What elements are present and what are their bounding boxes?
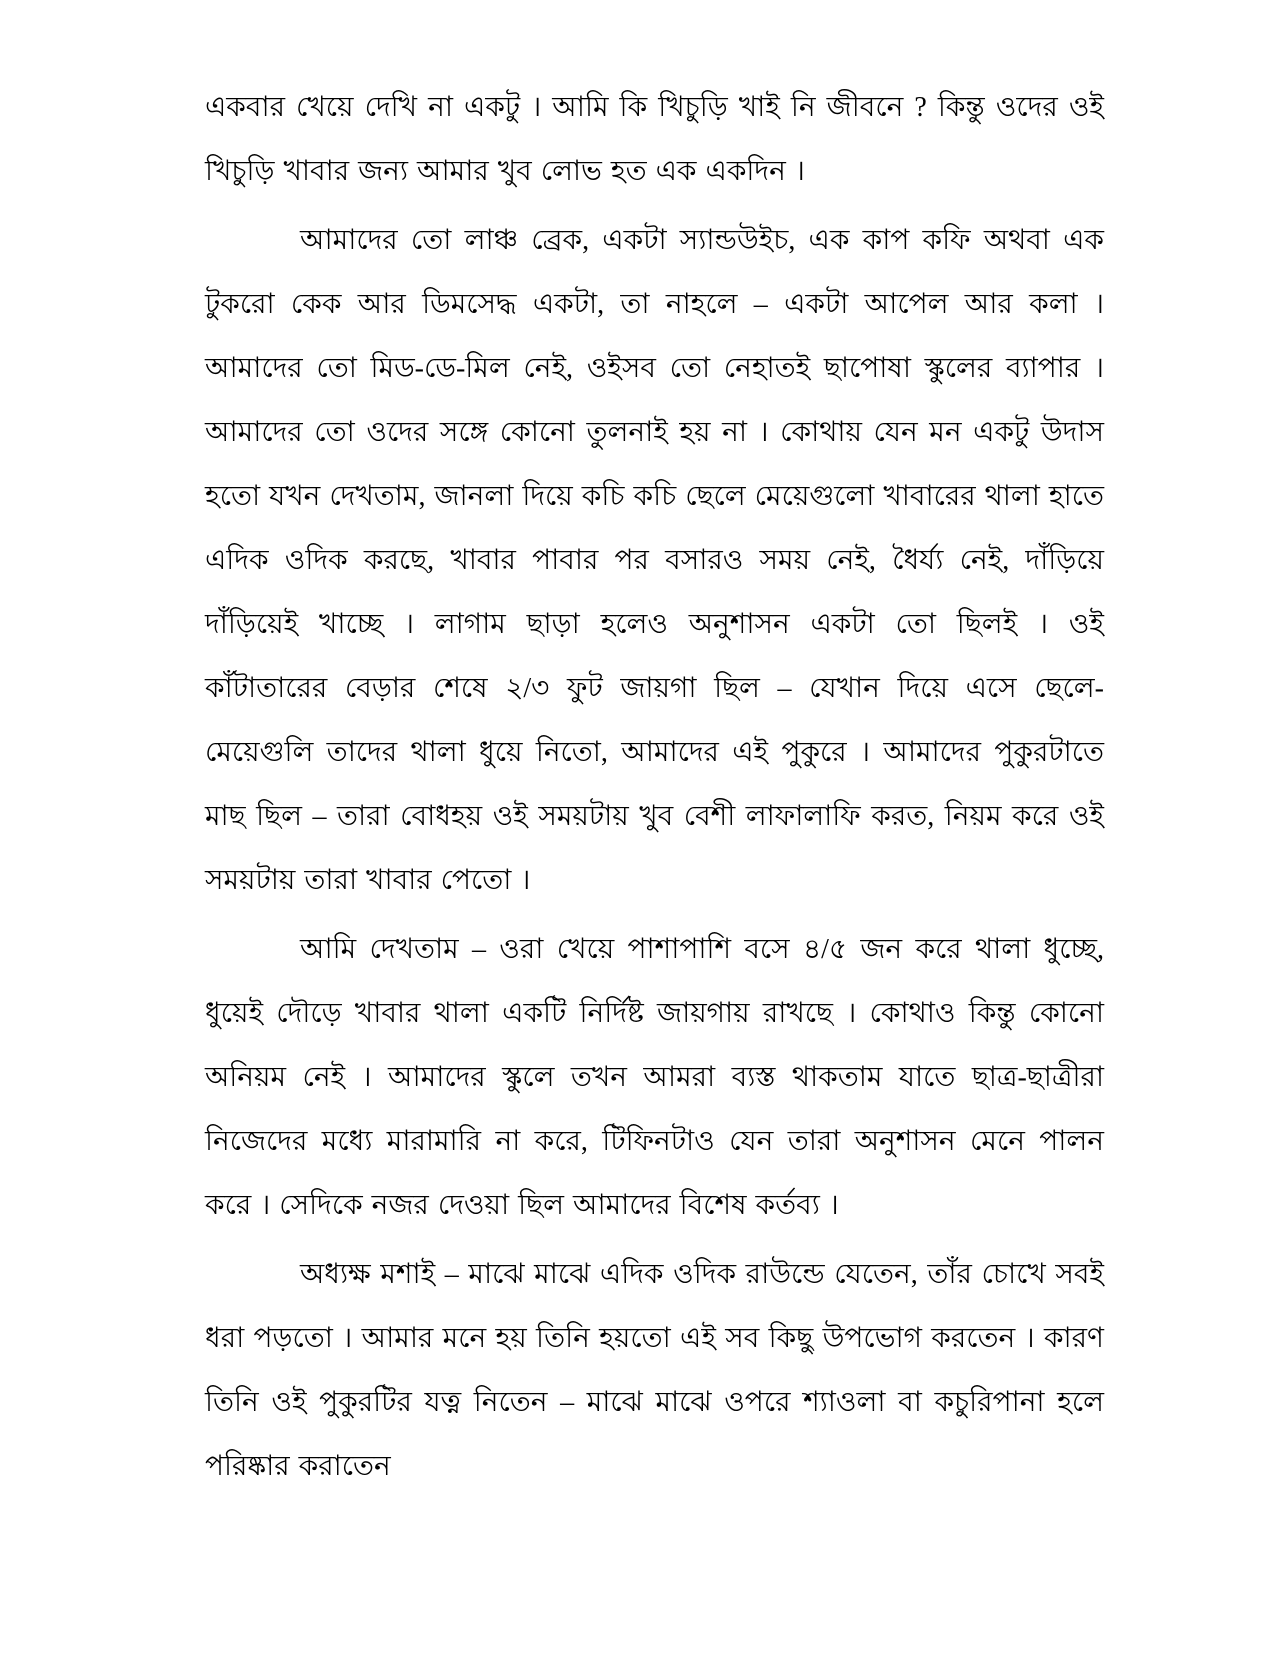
paragraph-2: আমাদের তো লাঞ্চ ব্রেক, একটা স্যান্ডউইচ, এক কাপ কফি অথবা এক টুকরো কেক আর ডিমসেদ্ধ একটা, তা নাহলে – একটা আপেল আর কলা । আমাদের তো মিড-ডে-মিল নেই, ওইসব তো নেহাতই ছাপোষা স্কুলের ব্যাপার । আমাদের তো ওদের সঙ্গে কোনো তুলনাই হয় না । কোথায় যেন মন একটু উদাস হতো যখন দেখতাম, জানলা দিয়ে কচি কচি ছেলে মেয়েগুলো খাবারের থালা হাতে এদিক ওদিক করছে, খাবার পাবার পর বসারও সময় নেই, ধৈর্য্য নেই, দাঁড়িয়ে দাঁড়িয়েই খাচ্ছে । লাগাম ছাড়া হলেও অনুশাসন একটা তো ছিলই । ওই কাঁটাতারের বেড়ার শেষে ২/৩ ফুট জায়গা ছিল – যেখান দিয়ে এসে ছেলে-মেয়েগুলি তাদের থালা ধুয়ে নিতো, আমাদের এই পুকুরে । আমাদের পুকুরটাতে মাছ ছিল – তারা বোধহয় ওই সময়টায় খুব বেশী লাফালাফি করত, নিয়ম করে ওই সময়টায় তারা খাবার পেতো । bbox=[205, 225, 1104, 896]
paragraph-4: অধ্যক্ষ মশাই – মাঝে মাঝে এদিক ওদিক রাউন্ডে যেতেন, তাঁর চোখে সবই ধরা পড়তো । আমার মনে হয় তিনি হয়তো এই সব কিছু উপভোগ করতেন । কারণ তিনি ওই পুকুরটির যত্ন নিতেন – মাঝে মাঝে ওপরে শ্যাওলা বা কচুরিপানা হলে পরিষ্কার করাতেন bbox=[205, 1259, 1104, 1482]
paragraph-3: আমি দেখতাম – ওরা খেয়ে পাশাপাশি বসে ৪/৫ জন করে থালা ধুচ্ছে, ধুয়েই দৌড়ে খাবার থালা একটি নির্দিষ্ট জায়গায় রাখছে । কোথাও কিন্তু কোনো অনিয়ম নেই । আমাদের স্কুলে তখন আমরা ব্যস্ত থাকতাম যাতে ছাত্র-ছাত্রীরা নিজেদের মধ্যে মারামারি না করে, টিফিনটাও যেন তারা অনুশাসন মেনে পালন করে । সেদিকে নজর দেওয়া ছিল আমাদের বিশেষ কর্তব্য । bbox=[205, 934, 1104, 1221]
paragraph-1: একবার খেয়ে দেখি না একটু । আমি কি খিচুড়ি খাই নি জীবনে ? কিন্তু ওদের ওই খিচুড়ি খাবার জন্য আমার খুব লোভ হত এক একদিন । bbox=[205, 92, 1104, 187]
text-block bbox=[205, 76, 1104, 1499]
